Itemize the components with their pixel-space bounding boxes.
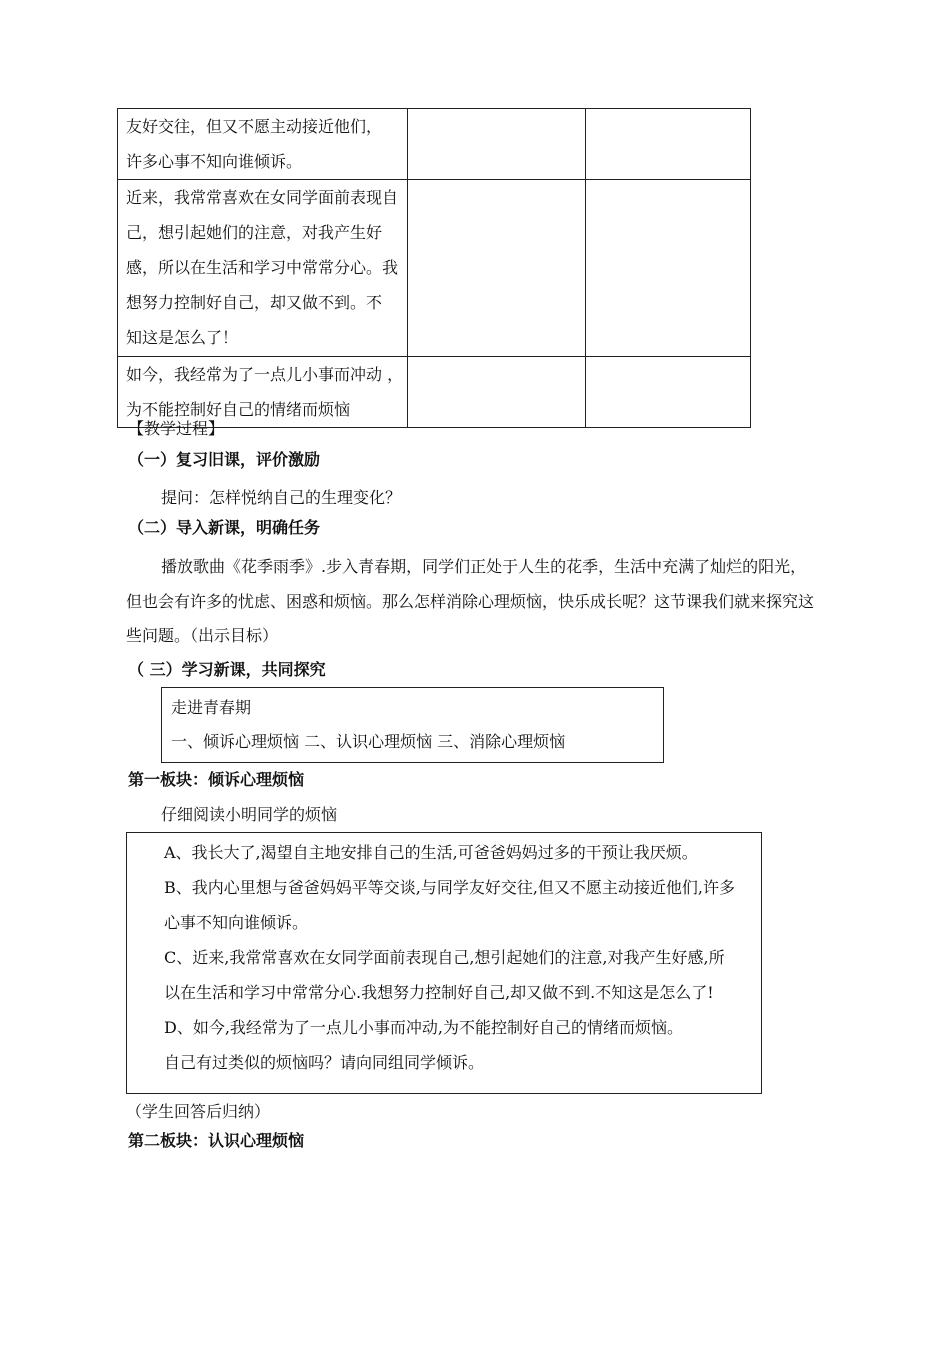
section3-title: （ 三）学习新课，共同探究	[128, 660, 326, 679]
block1-intro: 仔细阅读小明同学的烦恼	[161, 805, 338, 824]
concern-line: 心事不知向谁倾诉。	[164, 913, 309, 932]
teaching-process-heading: 【教学过程】	[128, 419, 225, 438]
table-cell-empty	[586, 180, 751, 357]
table-cell-empty	[408, 109, 586, 180]
concern-question: 自己有过类似的烦恼吗？请向同组同学倾诉。	[164, 1053, 485, 1072]
concerns-box	[126, 832, 762, 1094]
section1-title: （一）复习旧课，评价激励	[128, 450, 321, 469]
table-row	[118, 180, 751, 357]
concern-line: C、近来,我常常喜欢在女同学面前表现自己,想引起她们的注意,对我产生好感,所	[164, 948, 725, 967]
outline-box	[161, 687, 664, 763]
table-cell-empty	[586, 357, 751, 428]
section2-line: 些问题。（出示目标）	[126, 626, 279, 645]
concern-line: 以在生活和学习中常常分心.我想努力控制好自己,却又做不到.不知这是怎么了!	[164, 983, 714, 1002]
table-cell-empty	[586, 109, 751, 180]
outline-title: 走进青春期	[171, 698, 252, 717]
outline-items: 一、倾诉心理烦恼 二、认识心理烦恼 三、消除心理烦恼	[171, 732, 566, 751]
table-row	[118, 109, 751, 180]
block2-title: 第二板块：认识心理烦恼	[128, 1131, 305, 1150]
concerns-table	[117, 108, 751, 428]
section2-line: 但也会有许多的忧虑、困惑和烦恼。那么怎样消除心理烦恼，快乐成长呢？这节课我们就来探究这	[126, 592, 815, 611]
block1-after: （学生回答后归纳）	[126, 1102, 271, 1121]
section1-text: 提问：怎样悦纳自己的生理变化？	[161, 488, 402, 507]
table-cell: 如今，我经常为了一点儿小事而冲动 ， 为不能控制好自己的情绪而烦恼	[118, 357, 408, 428]
concern-line: A、我长大了,渴望自主地安排自己的生活,可爸爸妈妈过多的干预让我厌烦。	[164, 843, 698, 862]
section2-title: （二）导入新课，明确任务	[128, 518, 321, 537]
table-cell: 友好交往，但又不愿主动接近他们， 许多心事不知向谁倾诉。	[118, 109, 408, 180]
section2-line: 播放歌曲《花季雨季》.步入青春期，同学们正处于人生的花季，生活中充满了灿烂的阳光，	[161, 557, 807, 576]
block1-title: 第一板块：倾诉心理烦恼	[128, 770, 305, 789]
concern-line: B、我内心里想与爸爸妈妈平等交谈,与同学友好交往,但又不愿主动接近他们,许多	[164, 878, 736, 897]
table-cell: 近来，我常常喜欢在女同学面前表现自 己，想引起她们的注意，对我产生好 感，所以在生活和学习中常常分心。我 想努力控制好自己，却又做不到。不 知这是怎么了！	[118, 180, 408, 357]
concern-line: D、如今,我经常为了一点儿小事而冲动,为不能控制好自己的情绪而烦恼。	[164, 1018, 684, 1037]
table-cell-empty	[408, 180, 586, 357]
table-cell-empty	[408, 357, 586, 428]
